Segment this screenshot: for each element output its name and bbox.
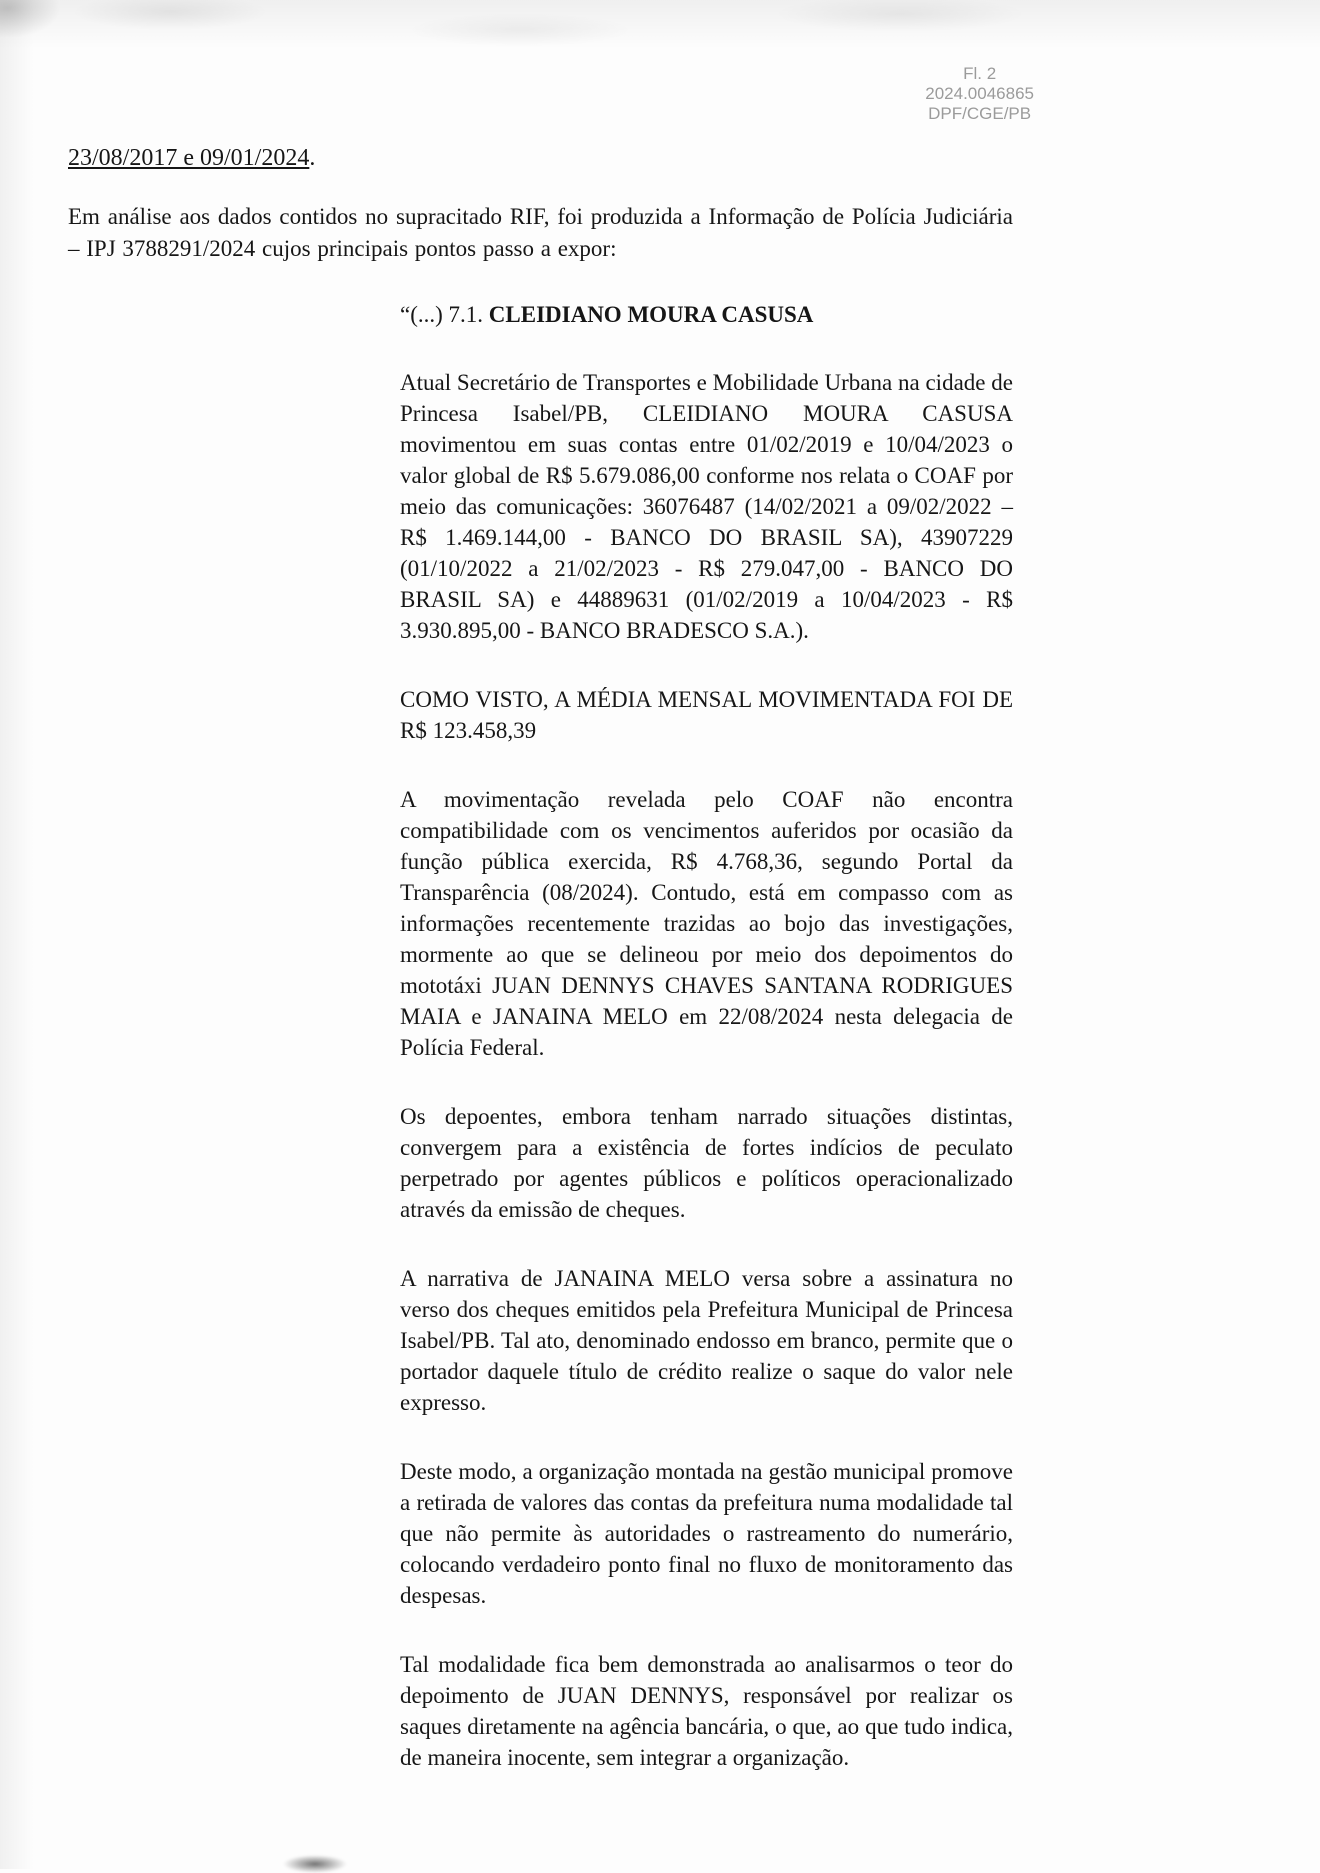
quote-paragraph: Deste modo, a organização montada na gestão municipal promove a retirada de valores das contas da prefeitura numa modalidade tal que não permite às autoridades o rastreamento do numerário, colocando verdadeiro ponto final no fluxo de monitoramento das despesas. <box>400 1459 1013 1608</box>
case-number: 2024.0046865 <box>925 84 1034 103</box>
dates-line <box>68 143 1013 174</box>
page-header <box>925 64 1034 124</box>
scan-artifact-left-edge <box>0 0 34 1869</box>
dates-underlined-text: 23/08/2017 e 09/01/2024 <box>68 145 310 171</box>
dates-period: . <box>309 145 316 171</box>
scan-artifact-corner <box>0 0 90 60</box>
quote-paragraph: Os depoentes, embora tenham narrado situações distintas, convergem para a existência de fortes indícios de peculato perpetrado por agentes públicos e políticos operacionalizado através da emissão de cheques. <box>400 1104 1013 1222</box>
quote-paragraph: A narrativa de JANAINA MELO versa sobre a assinatura no verso dos cheques emitidos pela Prefeitura Municipal de Princesa Isabel/PB. Tal ato, denominado endosso em branco, permite que o portador daquele título de crédito realize o saque do valor nele expresso. <box>400 1266 1013 1415</box>
quote-heading <box>400 299 1013 330</box>
quoted-report-block <box>400 299 1013 1773</box>
intro-paragraph: Em análise aos dados contidos no supracitado RIF, foi produzida a Informação de Polícia Judiciária – IPJ 3788291/2024 cujos principais pontos passo a expor: <box>68 204 1013 261</box>
quote-paragraph: Atual Secretário de Transportes e Mobilidade Urbana na cidade de Princesa Isabel/PB, CLEIDIANO MOURA CASUSA movimentou em suas contas entre 01/02/2019 e 10/04/2023 o valor global de R$ 5.679.086,00 conforme nos relata o COAF por meio das comunicações: 36076487 (14/02/2021 a 09/02/2022 – R$ 1.469.144,00 - BANCO DO BRASIL SA), 43907229 (01/10/2022 a 21/02/2023 - R$ 279.047,00 - BANCO DO BRASIL SA) e 44889631 (01/02/2019 a 10/04/2023 - R$ 3.930.895,00 - BANCO BRADESCO S.A.). <box>400 370 1013 643</box>
org-unit: DPF/CGE/PB <box>928 104 1032 123</box>
folio-number: Fl. 2 <box>963 64 997 83</box>
quote-heading-person-name: CLEIDIANO MOURA CASUSA <box>488 302 814 327</box>
quote-heading-prefix: “(...) 7.1. <box>400 302 489 327</box>
quote-paragraph: COMO VISTO, A MÉDIA MENSAL MOVIMENTADA FOI DE R$ 123.458,39 <box>400 687 1013 743</box>
quote-paragraph: A movimentação revelada pelo COAF não encontra compatibilidade com os vencimentos auferidos por ocasião da função pública exercida, R$ 4.768,36, segundo Portal da Transparência (08/2024). Contudo, está em compasso com as informações recentemente trazidas ao bojo das investigações, mormente ao que se delineou por meio dos depoimentos do mototáxi JUAN DENNYS CHAVES SANTANA RODRIGUES MAIA e JANAINA MELO em 22/08/2024 nesta delegacia de Polícia Federal. <box>400 787 1013 1060</box>
document-body <box>68 143 1013 1811</box>
scan-artifact-smudge <box>283 1855 347 1873</box>
quote-paragraph: Tal modalidade fica bem demonstrada ao analisarmos o teor do depoimento de JUAN DENNYS, responsável por realizar os saques diretamente na agência bancária, o que, ao que tudo indica, de maneira inocente, sem integrar a organização. <box>400 1652 1013 1770</box>
scan-artifact-top-band <box>0 0 1320 58</box>
